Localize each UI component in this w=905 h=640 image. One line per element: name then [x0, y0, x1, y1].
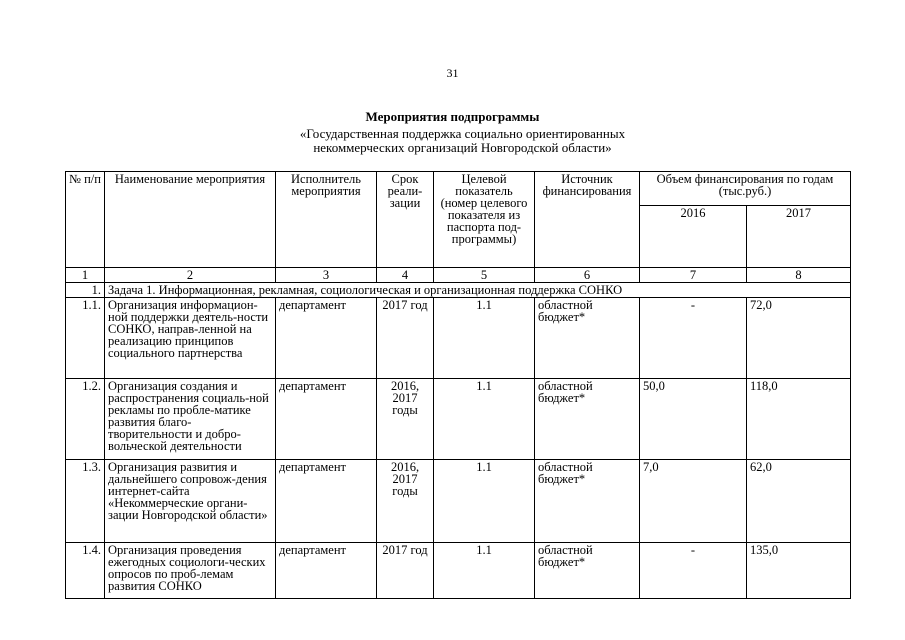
row-funding-2016: -: [640, 543, 747, 599]
row-name: Организация информацион-ной поддержки деятель-ности СОНКО, направ-ленной на реализацию принципов социального партнерства: [105, 298, 276, 379]
row-executor: департамент: [276, 379, 377, 460]
header-num: № п/п: [66, 172, 105, 268]
table-row: [66, 460, 851, 543]
row-target: 1.1: [434, 543, 535, 599]
program-activities-table: [65, 171, 851, 599]
row-term: 2017 год: [377, 543, 434, 599]
row-executor: департамент: [276, 298, 377, 379]
column-number: 7: [640, 268, 747, 283]
column-number: 8: [747, 268, 851, 283]
row-term: 2016, 2017 годы: [377, 379, 434, 460]
column-number: 6: [535, 268, 640, 283]
header-year-2017: 2017: [747, 206, 851, 268]
row-executor: департамент: [276, 543, 377, 599]
row-num: 1.2.: [66, 379, 105, 460]
row-target: 1.1: [434, 298, 535, 379]
row-funding-2017: 62,0: [747, 460, 851, 543]
column-number: 4: [377, 268, 434, 283]
header-year-2016: 2016: [640, 206, 747, 268]
header-target: Целевой показатель (номер целевого показателя из паспорта под-программы): [434, 172, 535, 268]
row-num: 1.1.: [66, 298, 105, 379]
row-source: областной бюджет*: [535, 460, 640, 543]
document-title: Мероприятия подпрограммы: [365, 109, 540, 124]
row-executor: департамент: [276, 460, 377, 543]
document-subtitle: «Государственная поддержка социально ориентированных некоммерческих организаций Новгородской области»: [299, 126, 626, 155]
row-funding-2016: 50,0: [640, 379, 747, 460]
row-name: Организация создания и распространения социаль-ной рекламы по пробле-матике развития благо-творительности и добро-вольческой деятельности: [105, 379, 276, 460]
task-row: [66, 283, 851, 298]
row-source: областной бюджет*: [535, 543, 640, 599]
column-number: 2: [105, 268, 276, 283]
task-text: Задача 1. Информационная, рекламная, социологическая и организационная поддержка СОНКО: [105, 283, 851, 298]
column-number: 5: [434, 268, 535, 283]
row-funding-2016: 7,0: [640, 460, 747, 543]
row-target: 1.1: [434, 379, 535, 460]
header-name: Наименование мероприятия: [105, 172, 276, 268]
table-row: [66, 543, 851, 599]
row-name: Организация развития и дальнейшего сопровож-дения интернет-сайта «Некоммерческие органи-зации Новгородской области»: [105, 460, 276, 543]
column-number-row: [66, 268, 851, 283]
row-funding-2017: 118,0: [747, 379, 851, 460]
row-term: 2016, 2017 годы: [377, 460, 434, 543]
row-funding-2017: 135,0: [747, 543, 851, 599]
header-executor: Исполнитель мероприятия: [276, 172, 377, 268]
row-source: областной бюджет*: [535, 298, 640, 379]
task-num: 1.: [66, 283, 105, 298]
column-number: 1: [66, 268, 105, 283]
row-funding-2016: -: [640, 298, 747, 379]
table-row: [66, 298, 851, 379]
row-num: 1.4.: [66, 543, 105, 599]
table-row: [66, 379, 851, 460]
row-term: 2017 год: [377, 298, 434, 379]
row-num: 1.3.: [66, 460, 105, 543]
row-source: областной бюджет*: [535, 379, 640, 460]
column-number: 3: [276, 268, 377, 283]
row-funding-2017: 72,0: [747, 298, 851, 379]
row-target: 1.1: [434, 460, 535, 543]
header-funding: Объем финансирования по годам (тыс.руб.): [640, 172, 851, 206]
page-number: 31: [446, 66, 459, 80]
row-name: Организация проведения ежегодных социологи-ческих опросов по проб-лемам развития СОНКО: [105, 543, 276, 599]
header-source: Источник финансирования: [535, 172, 640, 268]
header-term: Срок реали-зации: [377, 172, 434, 268]
